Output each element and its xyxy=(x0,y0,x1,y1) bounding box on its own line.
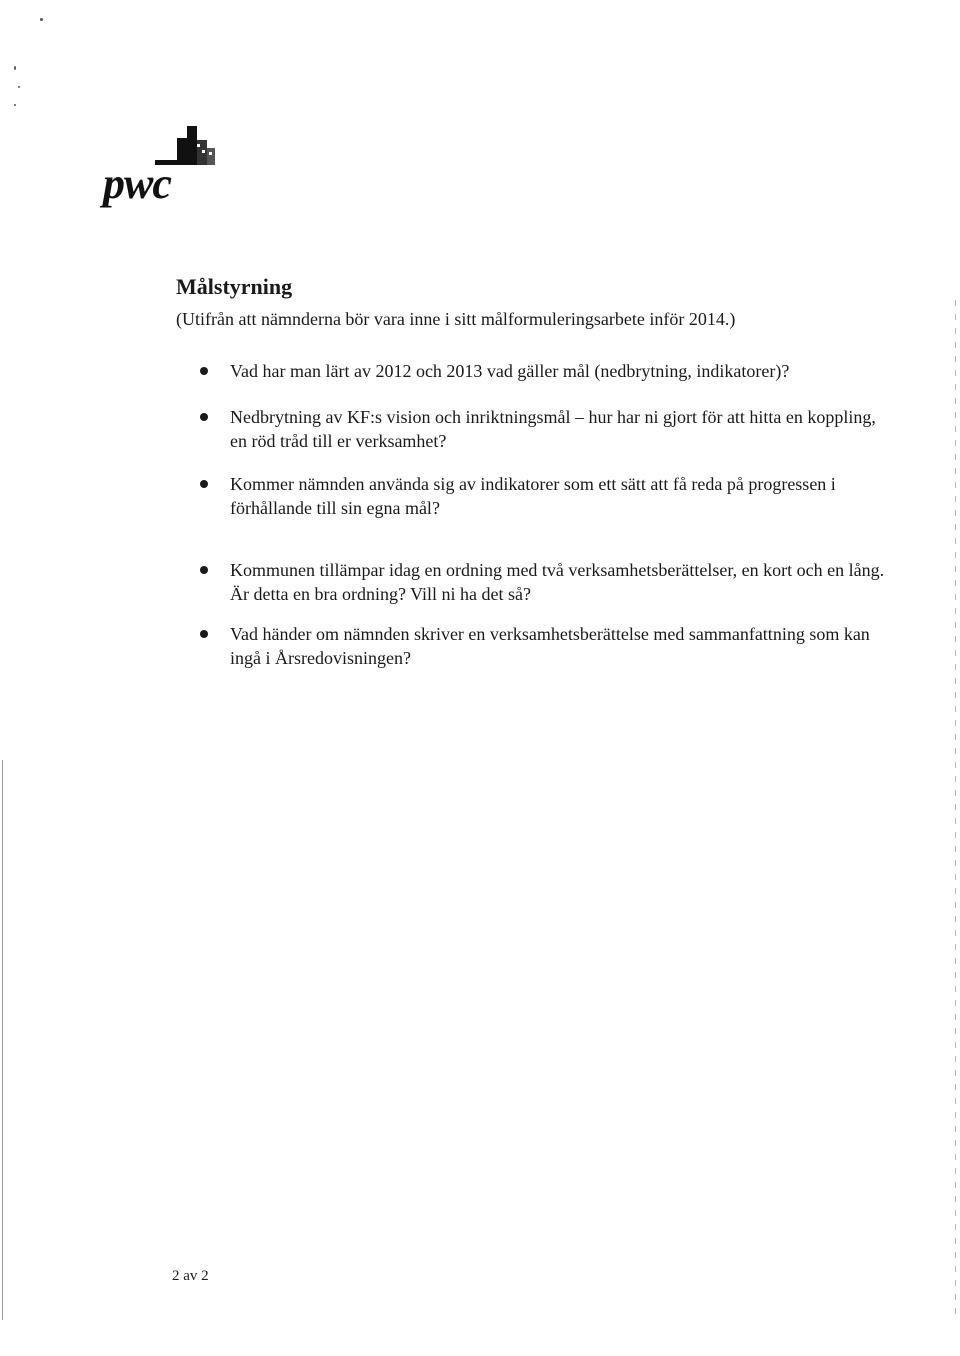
list-item-text: Vad händer om nämnden skriver en verksamhetsberättelse med sammanfattning som kan ingå i Årsredovisningen? xyxy=(230,624,870,668)
bullet-icon xyxy=(200,413,208,421)
scan-edge-right xyxy=(955,300,956,1320)
bullet-icon xyxy=(200,367,208,375)
list-item xyxy=(200,359,890,383)
bullet-icon xyxy=(200,566,208,574)
list-item-text: Vad har man lärt av 2012 och 2013 vad gäller mål (nedbrytning, indikatorer)? xyxy=(230,361,790,381)
bullet-icon xyxy=(200,630,208,638)
list-item xyxy=(200,622,890,670)
list-item-text: Kommunen tillämpar idag en ordning med två verksamhetsberättelser, en kort och en lång. Är detta en bra ordning? Vill ni ha det så? xyxy=(230,560,885,604)
pwc-logo-text: pwc xyxy=(103,159,171,208)
scan-edge-left xyxy=(2,760,3,1320)
document-title: Målstyrning xyxy=(176,274,293,299)
document-intro: (Utifrån att nämnderna bör vara inne i sitt målformuleringsarbete inför 2014.) xyxy=(176,309,736,329)
list-item-text: Kommer nämnden använda sig av indikatorer som ett sätt att få reda på progressen i förhållande till sin egna mål? xyxy=(230,474,836,518)
scan-speck xyxy=(14,66,16,70)
page-number: 2 av 2 xyxy=(172,1268,209,1284)
scan-speck xyxy=(40,18,43,21)
list-item xyxy=(200,405,890,453)
list-item-text: Nedbrytning av KF:s vision och inriktningsmål – hur har ni gjort för att hitta en koppling, en röd tråd till er verksamhet? xyxy=(230,407,876,451)
scan-speck xyxy=(14,104,16,106)
bullet-icon xyxy=(200,480,208,488)
list-item xyxy=(200,472,890,520)
scan-speck xyxy=(18,86,20,88)
pwc-logo xyxy=(103,124,223,214)
list-item xyxy=(200,558,890,606)
